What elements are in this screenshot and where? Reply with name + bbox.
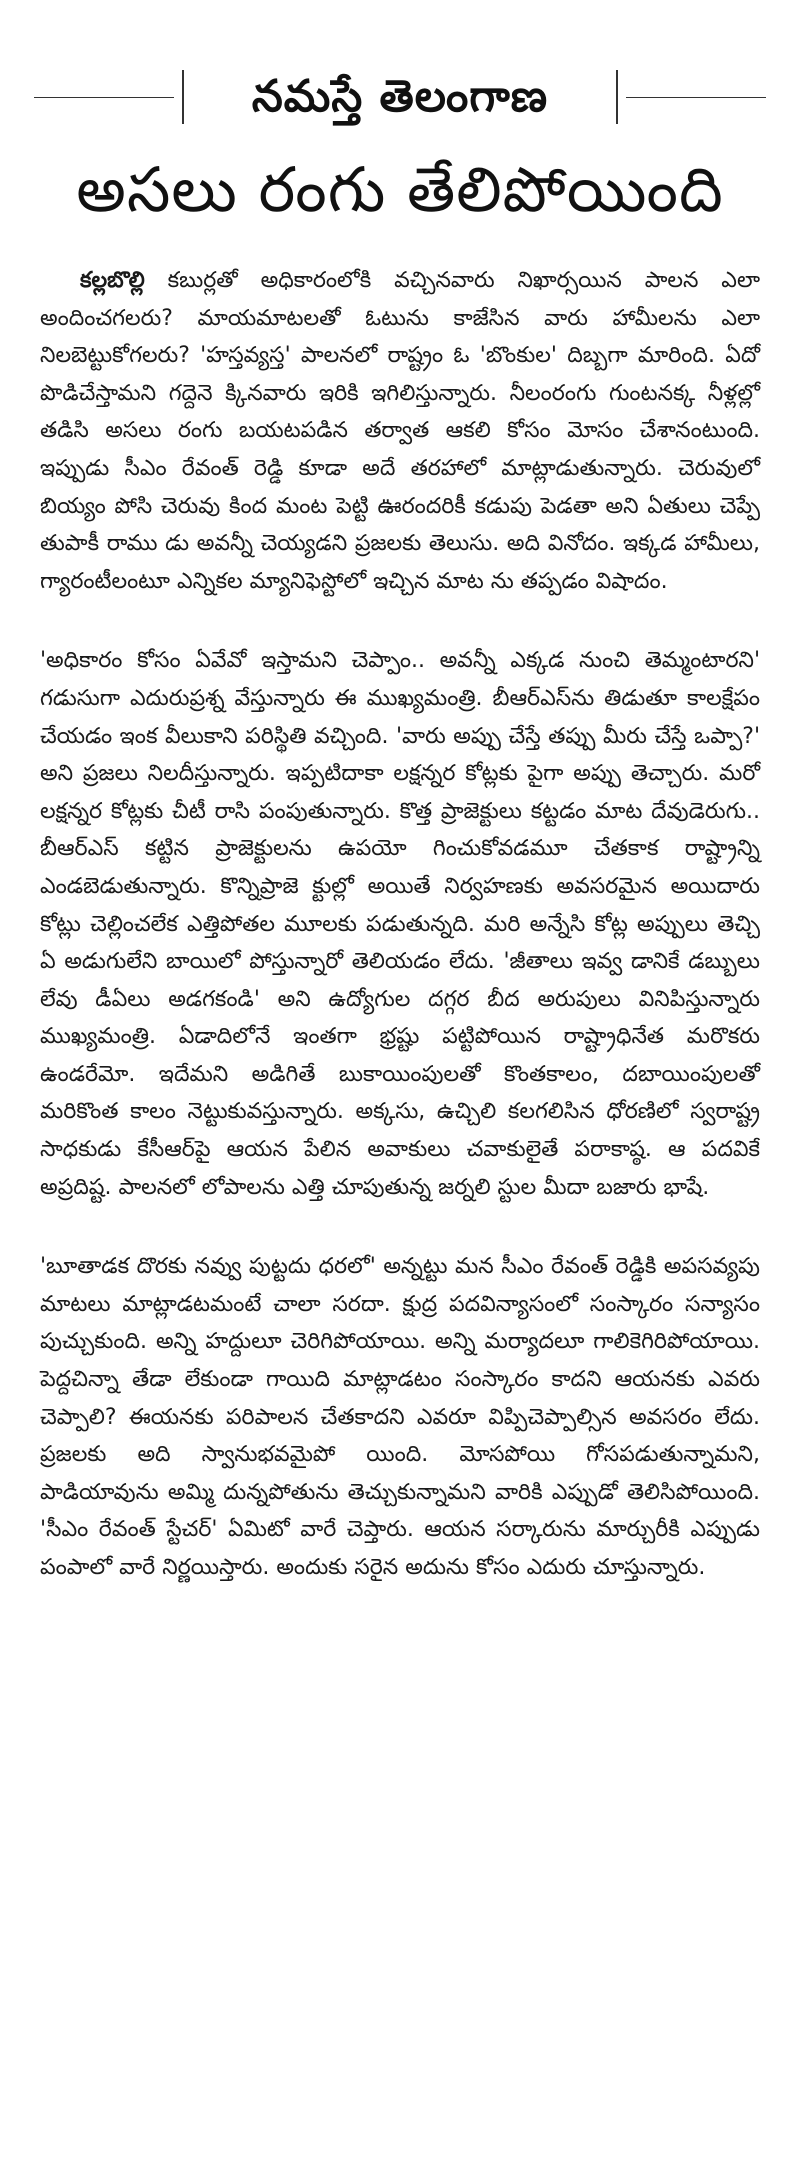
masthead-rule-right	[626, 97, 766, 98]
masthead-divider-right	[616, 70, 618, 124]
article-paragraph-2: 'అధికారం కోసం ఏవేవో ఇస్తామని చెప్పాం.. అవన్నీ ఎక్కడ నుంచి తెమ్మంటారని' గడుసుగా ఎదురుప్రశ్న వేస్తున్నారు ఈ ముఖ్యమంత్రి. బీఆర్ఎస్‌ను తిడుతూ కాలక్షేపం చేయడం ఇంక వీలుకాని పరిస్థితి వచ్చింది. 'వారు అప్పు చేస్తే తప్పు మీరు చేస్తే ఒప్పా?' అని ప్రజలు నిలదీస్తున్నారు. ఇప్పటిదాకా లక్షన్నర కోట్లకు పైగా అప్పు తెచ్చారు. మరో లక్షన్నర కోట్లకు చీటీ రాసి పంపుతున్నారు. కొత్త ప్రాజెక్టులు కట్టడం మాట దేవుడెరుగు.. బీఆర్ఎస్ కట్టిన ప్రాజెక్టులను ఉపయో గించుకోవడమూ చేతకాక రాష్ట్రాన్ని ఎండబెడుతున్నారు. కొన్నిప్రాజె క్టుల్లో అయితే నిర్వహణకు అవసరమైన అయిదారు కోట్లు చెల్లించలేక ఎత్తిపోతల మూలకు పడుతున్నది. మరి అన్నేసి కోట్ల అప్పులు తెచ్చి ఏ అడుగులేని బాయిలో పోస్తున్నారో తెలియడం లేదు. 'జీతాలు ఇవ్వ డానికే డబ్బులు లేవు డీఏలు అడగకండి' అని ఉద్యోగుల దగ్గర బీద అరుపులు వినిపిస్తున్నారు ముఖ్యమంత్రి. ఏడాదిలోనే ఇంతగా భ్రష్టు పట్టిపోయిన రాష్ట్రాధినేత మరొకరు ఉండరేమో. ఇదేమని అడిగితే బుకాయింపులతో కొంతకాలం, దబాయింపులతో మరికొంత కాలం నెట్టుకువస్తున్నారు. అక్కసు, ఉచ్చిలి కలగలిసిన ధోరణిలో స్వరాష్ట్ర సాధకుడు కేసీఆర్‌పై ఆయన పేలిన అవాకులు చవాకులైతే పరాకాష్ఠ. ఆ పదవికే అప్రదిష్ట. పాలనలో లోపాలను ఎత్తి చూపుతున్న జర్నలి స్టుల మీదా బజారు భాషే.	[40, 648, 760, 1200]
masthead-divider-left	[182, 70, 184, 124]
masthead-title: నమస్తే తెలంగాణ	[251, 71, 549, 122]
lead-word: కల్లబొల్లి	[80, 268, 145, 293]
article-paragraph-1	[40, 262, 760, 600]
article-body	[40, 262, 760, 1587]
paragraph-1-text: కబుర్లతో అధికారంలోకి వచ్చినవారు నిఖార్సయిన పాలన ఎలా అందించగలరు? మాయమాటలతో ఓటును కాజేసిన వారు హామీలను ఎలా నిలబెట్టుకోగలరు? 'హస్తవ్యస్త' పాలనలో రాష్ట్రం ఓ 'బొంకుల' దిబ్బగా మారింది. ఏదో పొడిచేస్తామని గద్దెనె క్కినవారు ఇరికి ఇగిలిస్తున్నారు. నీలంరంగు గుంటనక్క నీళ్లల్లో తడిసి అసలు రంగు బయటపడిన తర్వాత ఆకలి కోసం మోసం చేశానంటుంది. ఇప్పుడు సీఎం రేవంత్ రెడ్డి కూడా అదే తరహాలో మాట్లాడుతున్నారు. చెరువులో బియ్యం పోసి చెరువు కింద మంట పెట్టి ఊరందరికీ కడుపు పెడతా అని ఏతులు చెప్పే తుపాకీ రాము డు అవన్నీ చెయ్యడని ప్రజలకు తెలుసు. అది వినోదం. ఇక్కడ హామీలు, గ్యారంటీలంటూ ఎన్నికల మ్యానిఫెస్టోలో ఇచ్చిన మాట ను తప్పడం విషాదం.	[40, 268, 760, 594]
article-headline: అసలు రంగు తేలిపోయింది	[76, 153, 724, 226]
column-masthead	[34, 62, 766, 132]
article-paragraph-3: 'బూతాడక దొరకు నవ్వు పుట్టదు ధరలో' అన్నట్టు మన సీఎం రేవంత్ రెడ్డికి అపసవ్యపు మాటలు మాట్లాడటమంటే చాలా సరదా. క్షుద్ర పదవిన్యాసంలో సంస్కారం సన్యాసం పుచ్చుకుంది. అన్ని హద్దులూ చెరిగిపోయాయి. అన్ని మర్యాదలూ గాలికెగిరిపోయాయి. పెద్దచిన్నా తేడా లేకుండా గాయిది మాట్లాడటం సంస్కారం కాదని ఆయనకు ఎవరు చెప్పాలి? ఈయనకు పరిపాలన చేతకాదని ఎవరూ విప్పిచెప్పాల్సిన అవసరం లేదు. ప్రజలకు అది స్వానుభవమైపో యింది. మోసపోయి గోసపడుతున్నామని, పాడియావును అమ్మి దున్నపోతును తెచ్చుకున్నామని వారికి ఎప్పుడో తెలిసిపోయింది. 'సీఎం రేవంత్ స్టేచర్' ఏమిటో వారే చెప్తారు. ఆయన సర్కారును మార్చురీకి ఎప్పుడు పంపాలో వారే నిర్ణయిస్తారు. అందుకు సరైన అదును కోసం ఎదురు చూస్తున్నారు.	[40, 1254, 760, 1580]
masthead-rule-left	[34, 97, 174, 98]
